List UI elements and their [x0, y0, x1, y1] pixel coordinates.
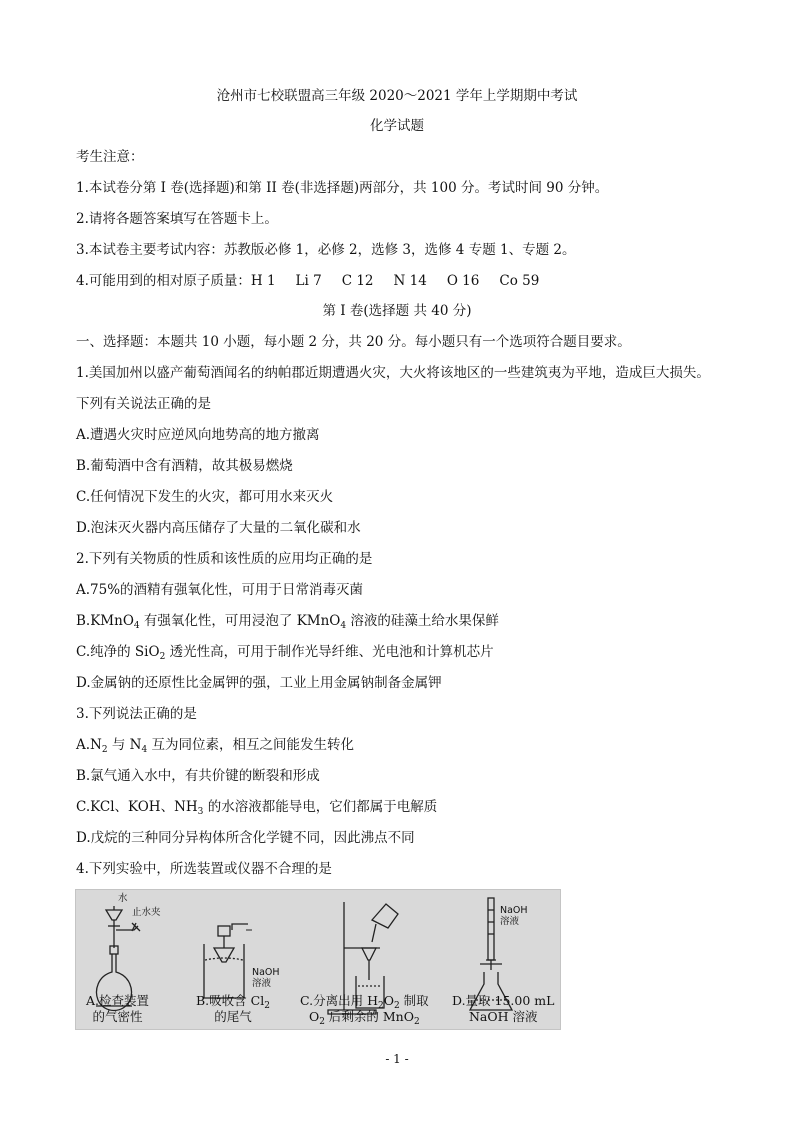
q2-option-d: D.金属钠的还原性比金属钾的强，工业上用金属钠制备金属钾	[76, 675, 442, 691]
q1-option-b: B.葡萄酒中含有酒精，故其极易燃烧	[76, 458, 293, 474]
q3-stem: 3.下列说法正确的是	[76, 706, 197, 722]
mass-n: N 14	[393, 273, 427, 289]
mass-c: C 12	[341, 273, 374, 289]
mass-co: Co 59	[499, 273, 540, 289]
q4-apparatus-figure	[75, 889, 561, 1030]
q1-stem-line1: 1.美国加州以盛产葡萄酒闻名的纳帕郡近期遭遇火灾，大火将该地区的一些建筑夷为平地，造成巨大损失。	[76, 365, 710, 381]
q1-stem-line2: 下列有关说法正确的是	[76, 396, 211, 412]
mass-h: H 1	[250, 273, 276, 289]
q3-option-b: B.氯气通入水中，有共价键的断裂和形成	[76, 768, 320, 784]
q3-option-a: $A.N_2$ 与 $N_4$ 互为同位素，相互之间能发生转化	[76, 737, 355, 755]
q1-option-d: D.泡沫灭火器内高压储存了大量的二氧化碳和水	[76, 520, 361, 536]
q2-option-c: C.纯净的 SiO$_2$ 透光性高，可用于制作光导纤维、光电池和计算机芯片	[76, 644, 494, 662]
mass-o: O 16	[446, 273, 480, 289]
d-solution-label: 溶液	[500, 916, 520, 927]
exam-subject: 化学试题	[370, 118, 424, 134]
q3-option-d: D.戊烷的三种同分异构体所含化学键不同，因此沸点不同	[76, 830, 415, 846]
q4-stem: 4.下列实验中，所选装置或仪器不合理的是	[76, 861, 332, 877]
q2-option-a: A.75%的酒精有强氧化性，可用于日常消毒灭菌	[76, 582, 364, 598]
notice-item-3: 3.本试卷主要考试内容：苏教版必修 1，必修 2，选修 3，选修 4 专题 1、专题 2。	[76, 242, 576, 258]
d-naoh-label: NaOH	[500, 905, 528, 916]
q1-option-a: A.遭遇火灾时应逆风向地势高的地方撤离	[76, 427, 320, 443]
page-number: - 1 -	[385, 1052, 409, 1066]
option-b-caption: B.吸收含 $Cl_2$ 的尾气	[196, 993, 270, 1024]
exam-title: 沧州市七校联盟高三年级 2020～2021 学年上学期期中考试	[216, 88, 578, 104]
q1-option-c: C.任何情况下发生的火灾，都可用水来灭火	[76, 489, 334, 505]
water-label: 水	[118, 893, 128, 904]
option-d-caption: D.量取 15.00 mL NaOH 溶液	[452, 993, 555, 1024]
b-solution-label: 溶液	[252, 978, 272, 989]
beaker-absorption-icon	[204, 924, 252, 998]
section-title: 第 I 卷(选择题 共 40 分)	[322, 303, 472, 319]
atomic-mass-label: 4.可能用到的相对原子质量：	[76, 273, 251, 289]
option-a-caption: A.检查装置 的气密性	[86, 993, 150, 1024]
option-c-caption: C.分离出用 $H_2O_2$ 制取 $O_2$ 后剩余的 MnO$_2$	[300, 993, 429, 1027]
mass-li: Li 7	[295, 273, 322, 289]
clamp-label: 止水夹	[132, 907, 161, 918]
notice-heading: 考生注意：	[76, 149, 144, 165]
b-naoh-label: NaOH	[252, 967, 280, 978]
q2-option-b: B.KMnO$_4$ 有强氧化性，可用浸泡了 KMnO$_4$ 溶液的硅藻土给水果保鲜	[76, 613, 499, 631]
notice-item-2: 2.请将各题答案填写在答题卡上。	[76, 211, 278, 227]
section-instruction: 一、选择题：本题共 10 小题，每小题 2 分，共 20 分。每小题只有一个选项符合题目要求。	[76, 334, 631, 350]
q3-option-c: C.KCl、KOH、$NH_3$ 的水溶液都能导电，它们都属于电解质	[76, 799, 438, 817]
notice-item-4	[76, 272, 539, 290]
notice-item-1: 1.本试卷分第 I 卷(选择题)和第 II 卷(非选择题)两部分，共 100 分。考试时间 90 分钟。	[76, 180, 609, 196]
q2-stem: 2.下列有关物质的性质和该性质的应用均正确的是	[76, 551, 373, 567]
